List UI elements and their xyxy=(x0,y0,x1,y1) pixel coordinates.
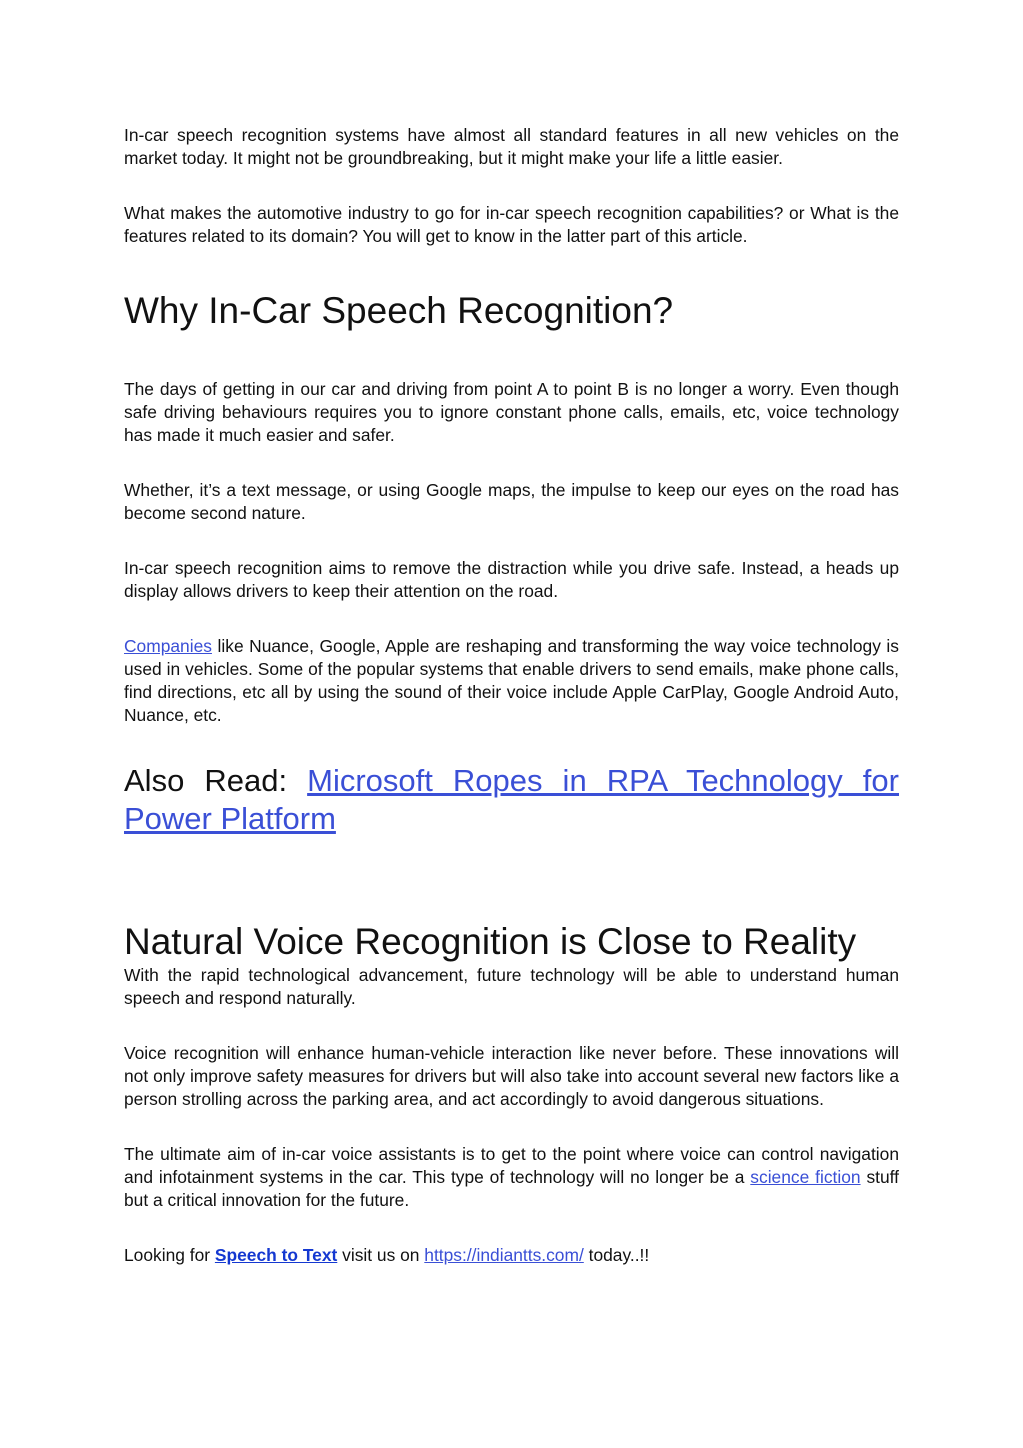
indiantts-url-link[interactable]: https://indiantts.com/ xyxy=(424,1245,584,1265)
closing-text-a: Looking for xyxy=(124,1245,215,1265)
natural-paragraph-1: With the rapid technological advancement, future technology will be able to understand human speech and respond naturally. xyxy=(124,965,899,1008)
also-read-label: Also Read: xyxy=(124,763,308,798)
closing-paragraph xyxy=(124,1244,899,1267)
document-page xyxy=(124,124,899,1267)
natural-paragraph-2: Voice recognition will enhance human-vehicle interaction like never before. These innovations will not only improve safety measures for drivers but will also take into account several new factors like a person strolling across the parking area, and act accordingly to avoid dangerous situations. xyxy=(124,1043,899,1109)
intro-paragraph-1: In-car speech recognition systems have almost all standard features in all new vehicles on the market today. It might not be groundbreaking, but it might make your life a little easier. xyxy=(124,125,899,168)
closing-text-b: visit us on xyxy=(337,1245,425,1265)
why-paragraph-2: Whether, it’s a text message, or using Google maps, the impulse to keep our eyes on the road has become second nature. xyxy=(124,480,899,523)
also-read-link[interactable]: Microsoft Ropes in RPA Technology for Power Platform xyxy=(124,763,899,836)
natural-paragraph-3 xyxy=(124,1143,899,1212)
why-paragraph-3: In-car speech recognition aims to remove the distraction while you drive safe. Instead, a heads up display allows drivers to keep their attention on the road. xyxy=(124,558,899,601)
intro-paragraph-2: What makes the automotive industry to go for in-car speech recognition capabilities? or What is the features related to its domain? You will get to know in the latter part of this article. xyxy=(124,203,899,246)
science-fiction-link[interactable]: science fiction xyxy=(750,1167,861,1187)
closing-text-c: today..!! xyxy=(583,1245,650,1265)
also-read xyxy=(124,762,899,838)
speech-to-text-link[interactable]: Speech to Text xyxy=(214,1245,338,1265)
natural-paragraph-3-text-b: stuff but a critical innovation for the future. xyxy=(124,1167,900,1210)
why-paragraph-1: The days of getting in our car and driving from point A to point B is no longer a worry. Even though safe driving behaviours requires you to ignore constant phone calls, emails, etc, voice technology has made it much easier and safer. xyxy=(124,379,899,445)
why-paragraph-4-text: like Nuance, Google, Apple are reshaping and transforming the way voice technology is used in vehicles. Some of the popular systems that enable drivers to send emails, make phone calls, find directions, etc all by using the sound of their voice include Apple CarPlay, Google Android Auto, Nuance, etc. xyxy=(124,636,899,725)
heading-why-in-car: Why In-Car Speech Recognition? xyxy=(124,290,674,331)
natural-paragraph-3-text-a: The ultimate aim of in-car voice assistants is to get to the point where voice can control navigation and infotainment systems in the car. This type of technology will no longer be a xyxy=(124,1144,899,1187)
companies-link[interactable]: Companies xyxy=(124,636,212,656)
why-paragraph-4 xyxy=(124,635,899,727)
heading-natural-voice: Natural Voice Recognition is Close to Reality xyxy=(124,921,857,962)
